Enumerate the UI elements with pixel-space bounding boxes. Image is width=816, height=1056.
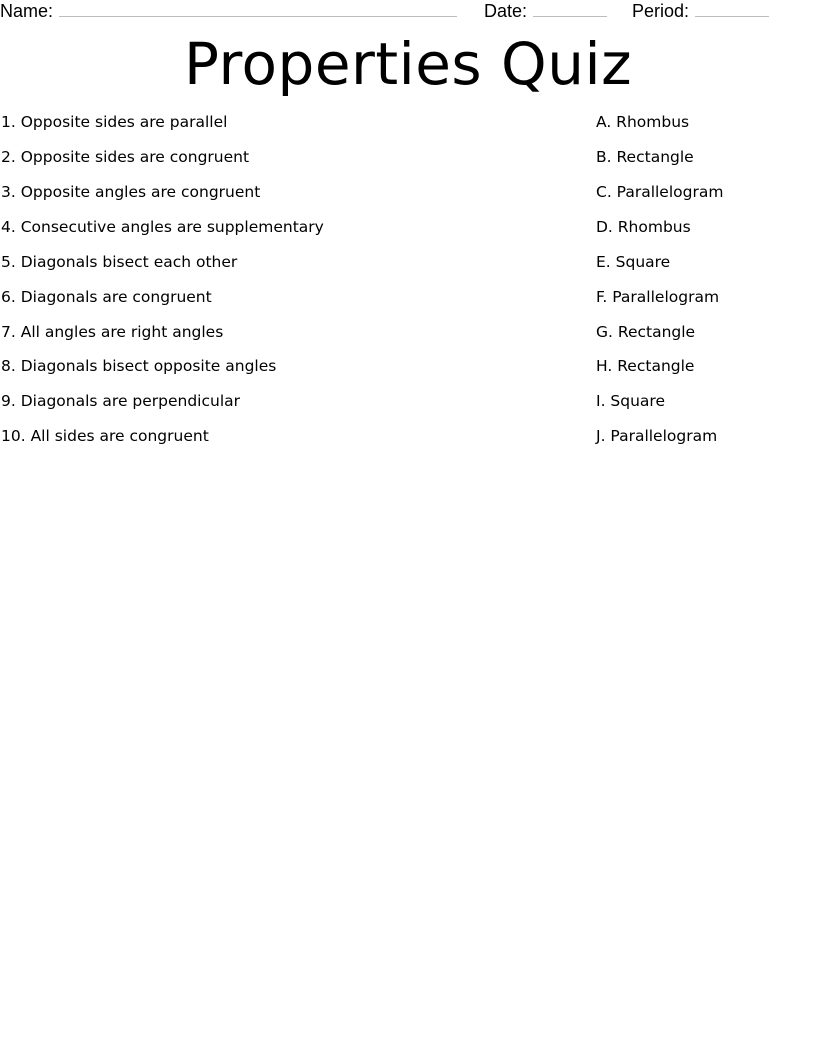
clue-text: 7. All angles are right angles: [1, 323, 224, 341]
clue-text: 8. Diagonals bisect opposite angles: [1, 357, 277, 375]
answer-option: C. Parallelogram: [596, 183, 724, 201]
worksheet-header: [0, 0, 816, 22]
list-item: [0, 215, 816, 239]
answer-option: B. Rectangle: [596, 148, 694, 166]
answer-option: H. Rectangle: [596, 357, 695, 375]
page-title: Properties Quiz: [183, 30, 633, 98]
name-label: Name:: [0, 1, 54, 21]
clue-text: 1. Opposite sides are parallel: [1, 113, 228, 131]
list-item: [0, 320, 816, 344]
list-item: [0, 354, 816, 378]
date-field[interactable]: [484, 0, 607, 21]
name-blank-line[interactable]: [59, 0, 457, 17]
answer-option: F. Parallelogram: [596, 288, 720, 306]
period-blank-line[interactable]: [695, 0, 769, 17]
list-item: [0, 110, 816, 134]
clue-text: 3. Opposite angles are congruent: [1, 183, 261, 201]
clue-text: 2. Opposite sides are congruent: [1, 148, 250, 166]
list-item: [0, 285, 816, 309]
answer-option: D. Rhombus: [596, 218, 691, 236]
period-field[interactable]: [632, 0, 769, 21]
clue-text: 4. Consecutive angles are supplementary: [1, 218, 324, 236]
answer-option: E. Square: [596, 253, 671, 271]
name-field[interactable]: [0, 0, 457, 21]
clue-text: 9. Diagonals are perpendicular: [1, 392, 241, 410]
answer-option: J. Parallelogram: [596, 427, 718, 445]
date-blank-line[interactable]: [533, 0, 607, 17]
answer-option: A. Rhombus: [596, 113, 690, 131]
list-item: [0, 424, 816, 448]
list-item: [0, 180, 816, 204]
answer-option: G. Rectangle: [596, 323, 696, 341]
clue-text: 6. Diagonals are congruent: [1, 288, 212, 306]
period-label: Period:: [632, 1, 690, 21]
clue-text: 10. All sides are congruent: [1, 427, 209, 445]
date-label: Date:: [484, 1, 528, 21]
clue-text: 5. Diagonals bisect each other: [1, 253, 238, 271]
answer-option: I. Square: [596, 392, 665, 410]
list-item: [0, 389, 816, 413]
list-item: [0, 145, 816, 169]
list-item: [0, 250, 816, 274]
